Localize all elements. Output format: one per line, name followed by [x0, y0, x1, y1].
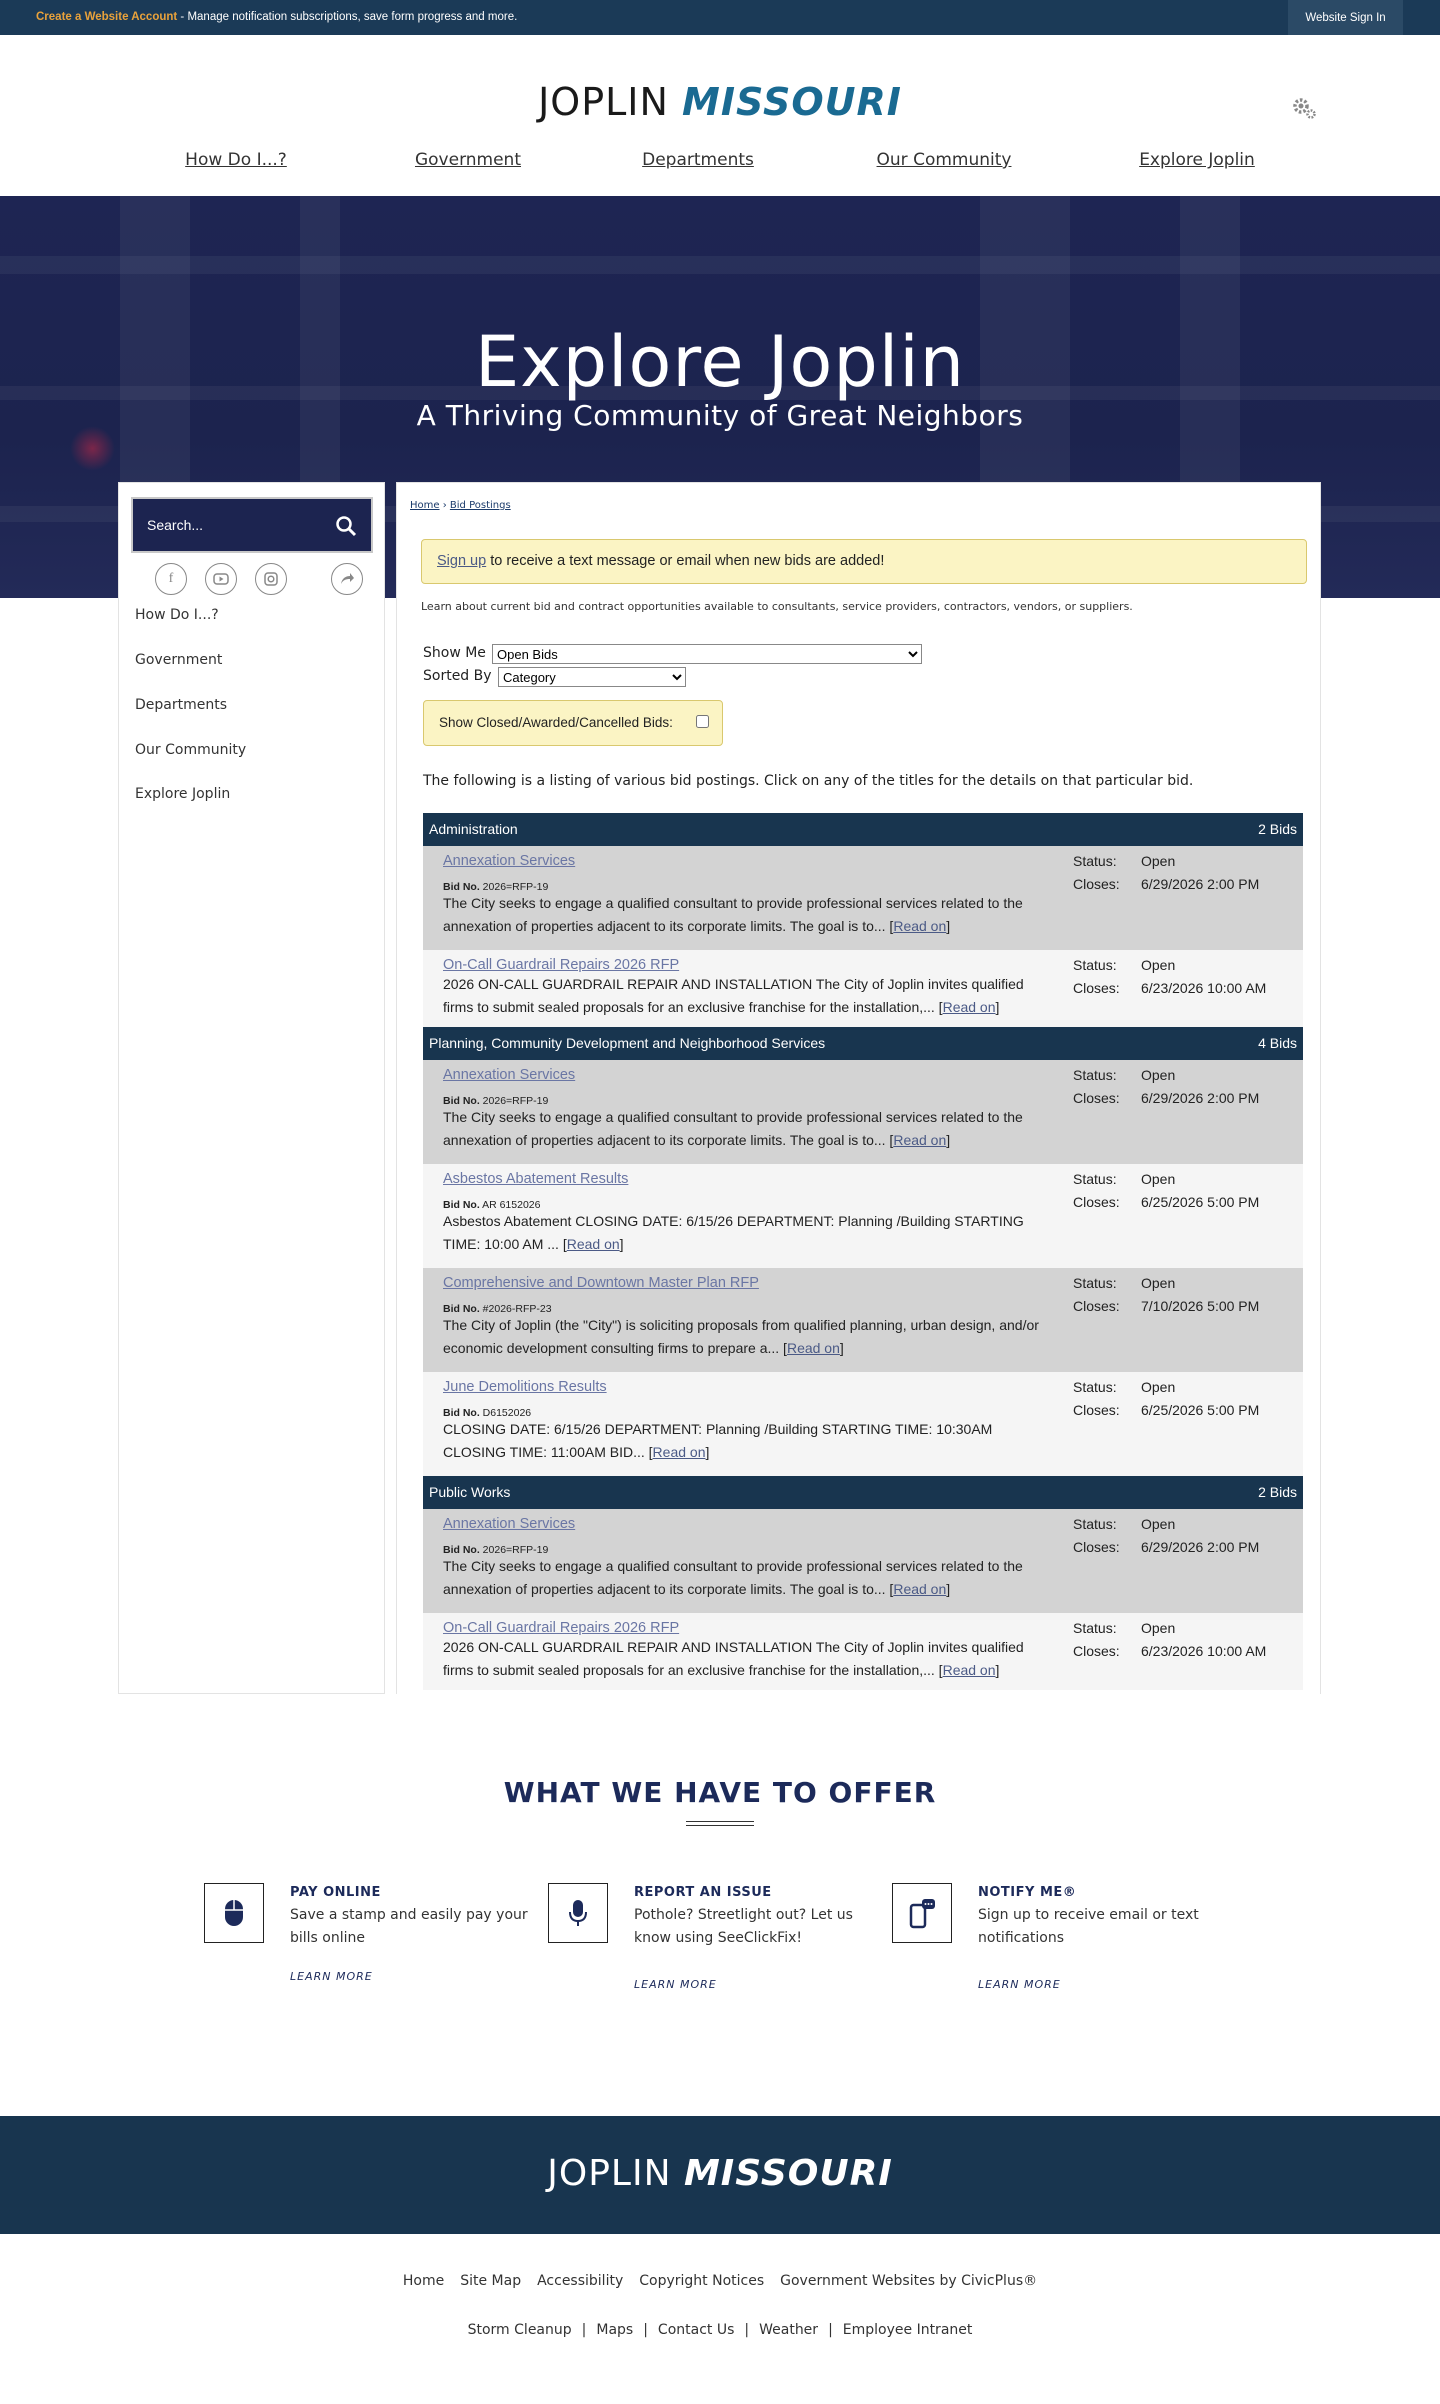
report-issue-learn-more[interactable]: LEARN MORE	[634, 1978, 717, 1991]
mouse-glyph	[222, 1898, 246, 1928]
bid-row	[423, 1268, 1303, 1372]
bid-description	[443, 1636, 1063, 1682]
status-value: Open	[1141, 957, 1176, 973]
bid-description-line1: The City seeks to engage a qualified consultant to provide professional services related to the	[443, 895, 1023, 911]
bid-row	[423, 1509, 1303, 1613]
bid-row	[423, 1164, 1303, 1268]
sidebar	[118, 482, 385, 1694]
read-on-link[interactable]: Read on	[786, 1340, 840, 1356]
bid-title-link[interactable]: Asbestos Abatement Results	[443, 1171, 629, 1187]
sign-in-button[interactable]: Website Sign In	[1288, 0, 1403, 35]
bid-number-value: 2026=RFP-19	[482, 881, 549, 893]
sorted-by-label: Sorted By	[423, 668, 492, 684]
status-label: Status:	[1073, 1275, 1117, 1291]
hero-subtitle: A Thriving Community of Great Neighbors	[416, 399, 1024, 432]
status-value: Open	[1141, 1067, 1176, 1083]
bid-description-line2-text: CLOSING TIME: 11:00AM BID... [	[443, 1444, 653, 1460]
site-logo[interactable]	[0, 80, 1440, 124]
bid-description	[443, 1314, 1063, 1360]
offer-divider	[686, 1821, 754, 1826]
bid-number-label: Bid No.	[443, 1544, 480, 1556]
show-me-select[interactable]	[492, 644, 922, 664]
status-label: Status:	[1073, 1171, 1117, 1187]
bid-title-link[interactable]: Annexation Services	[443, 1516, 576, 1532]
status-label: Status:	[1073, 957, 1117, 973]
top-bar	[0, 0, 1440, 35]
read-on-link[interactable]: Read on	[652, 1444, 706, 1460]
bid-number-label: Bid No.	[443, 881, 480, 893]
search-icon[interactable]	[335, 515, 357, 537]
pay-online-title: PAY ONLINE	[290, 1885, 381, 1900]
bid-description-line1: Asbestos Abatement CLOSING DATE: 6/15/26 DEPARTMENT: Planning /Building STARTING	[443, 1213, 1024, 1229]
bid-description-line2: TIME: 10:00 AM ... [Read on]	[443, 1236, 624, 1252]
footer-links-secondary	[0, 2322, 1440, 2338]
account-message	[36, 11, 517, 23]
notify-me-title: NOTIFY ME®	[978, 1885, 1077, 1900]
bid-description-line2-text: annexation of properties adjacent to its corporate limits. The goal is to... [	[443, 918, 894, 934]
share-glyph	[339, 572, 355, 586]
closes-value: 6/29/2026 2:00 PM	[1141, 1090, 1260, 1106]
bid-description	[443, 1418, 1063, 1464]
gear-icon[interactable]	[1290, 95, 1318, 123]
show-me-label: Show Me	[423, 645, 486, 661]
bid-number-value: 2026=RFP-19	[482, 1095, 549, 1107]
category-name: Administration	[429, 821, 518, 837]
bid-description	[443, 973, 1063, 1019]
bid-description-line2: annexation of properties adjacent to its corporate limits. The goal is to... [Read on]	[443, 918, 951, 934]
bid-description-line2-text: TIME: 10:00 AM ... [	[443, 1236, 567, 1252]
read-on-link[interactable]: Read on	[893, 1132, 947, 1148]
closes-value: 6/23/2026 10:00 AM	[1141, 980, 1267, 996]
breadcrumb-separator: ›	[442, 500, 447, 511]
main-nav	[0, 150, 1440, 180]
footer-separator: |	[744, 2322, 750, 2338]
sidebar-item-government[interactable]: Government	[135, 652, 223, 668]
closes-value: 6/29/2026 2:00 PM	[1141, 1539, 1260, 1555]
closes-label: Closes:	[1073, 1539, 1120, 1555]
footer-link[interactable]: Weather	[759, 2322, 819, 2338]
logo-joplin: JOPLIN	[538, 80, 669, 124]
footer-logo[interactable]	[0, 2153, 1440, 2194]
footer-separator: |	[581, 2322, 587, 2338]
search-box	[131, 497, 373, 553]
status-value: Open	[1141, 1275, 1176, 1291]
footer-separator: |	[643, 2322, 648, 2338]
create-account-link[interactable]: Create a Website Account	[36, 11, 178, 23]
closes-value: 6/23/2026 10:00 AM	[1141, 1643, 1267, 1659]
bid-row	[423, 846, 1303, 950]
microphone-icon[interactable]	[548, 1883, 608, 1943]
bid-number-value: 2026=RFP-19	[482, 1544, 549, 1556]
footer-link[interactable]: Storm Cleanup	[467, 2322, 572, 2338]
footer-link[interactable]: Maps	[596, 2322, 634, 2338]
status-value: Open	[1141, 853, 1176, 869]
status-value: Open	[1141, 1516, 1176, 1532]
footer-link[interactable]: Accessibility	[537, 2273, 624, 2289]
facebook-icon[interactable]	[155, 563, 187, 595]
footer-logo-joplin: JOPLIN	[547, 2153, 672, 2194]
closes-label: Closes:	[1073, 1643, 1120, 1659]
footer-link[interactable]: Home	[402, 2273, 445, 2289]
share-icon[interactable]	[331, 563, 363, 595]
status-label: Status:	[1073, 1620, 1117, 1636]
hero-title: Explore Joplin	[474, 321, 966, 403]
closes-value: 6/25/2026 5:00 PM	[1141, 1194, 1260, 1210]
bid-description-line2: annexation of properties adjacent to its corporate limits. The goal is to... [Read on]	[443, 1581, 951, 1597]
bid-number-label: Bid No.	[443, 1407, 480, 1419]
category-count: 2 Bids	[1258, 821, 1297, 837]
listing-text: The following is a listing of various bid postings. Click on any of the titles for the details on that particular bid.	[423, 773, 1194, 789]
bid-description-line2-text: firms to submit sealed proposals for an exclusive franchise for the installation,... [	[443, 999, 943, 1015]
category-name: Public Works	[429, 1484, 511, 1500]
bid-number-value: #2026-RFP-23	[482, 1303, 552, 1315]
bid-description-line1: The City of Joplin (the "City") is soliciting proposals from qualified planning, urban design, and/or	[443, 1317, 1039, 1333]
show-closed-box	[423, 700, 723, 746]
sidebar-item-departments[interactable]: Departments	[135, 697, 228, 713]
bid-number-label: Bid No.	[443, 1199, 480, 1211]
sidebar-item-how-do-i[interactable]: How Do I...?	[135, 607, 219, 623]
bid-title-link[interactable]: Annexation Services	[443, 1067, 576, 1083]
signup-alert-text: to receive a text message or email when new bids are added!	[486, 553, 885, 569]
status-value: Open	[1141, 1379, 1176, 1395]
bid-title-link[interactable]: Annexation Services	[443, 853, 576, 869]
read-on-link[interactable]: Read on	[893, 1581, 947, 1597]
report-issue-title: REPORT AN ISSUE	[634, 1885, 772, 1900]
bid-description-line1: 2026 ON-CALL GUARDRAIL REPAIR AND INSTALLATION The City of Joplin invites qualified	[443, 976, 1024, 992]
bid-description	[443, 1106, 1063, 1152]
bid-number-label: Bid No.	[443, 1303, 480, 1315]
instagram-icon[interactable]	[255, 563, 287, 595]
category-count: 4 Bids	[1258, 1035, 1297, 1051]
bid-description-line2-text: firms to submit sealed proposals for an exclusive franchise for the installation,... [	[443, 1662, 943, 1678]
nav-how-do-i[interactable]: How Do I...?	[185, 150, 287, 170]
signup-link[interactable]: Sign up	[437, 553, 487, 569]
nav-government[interactable]: Government	[414, 150, 522, 170]
bid-description	[443, 1555, 1063, 1601]
phone-message-glyph	[907, 1897, 937, 1929]
read-on-link[interactable]: Read on	[942, 999, 996, 1015]
bid-row	[423, 950, 1303, 1027]
pay-online-learn-more[interactable]: LEARN MORE	[290, 1970, 373, 1983]
sidebar-item-our-community[interactable]: Our Community	[135, 742, 247, 758]
show-closed-checkbox[interactable]	[696, 715, 709, 728]
bid-number-label: Bid No.	[443, 1095, 480, 1107]
status-value: Open	[1141, 1620, 1176, 1636]
status-label: Status:	[1073, 853, 1117, 869]
bid-number-value: D6152026	[482, 1407, 532, 1419]
breadcrumb	[410, 500, 511, 511]
phone-message-icon[interactable]	[892, 1883, 952, 1943]
bid-description-line2-text: economic development consulting firms to prepare a... [	[443, 1340, 787, 1356]
read-on-link[interactable]: Read on	[566, 1236, 620, 1252]
breadcrumb-current[interactable]: Bid Postings	[449, 500, 511, 511]
bid-table	[423, 813, 1303, 1690]
closes-label: Closes:	[1073, 1298, 1120, 1314]
nav-our-community[interactable]: Our Community	[876, 150, 1012, 170]
footer-band	[0, 2116, 1440, 2234]
bid-description	[443, 1210, 1063, 1256]
site-header	[0, 35, 1440, 196]
footer-link[interactable]: Employee Intranet	[842, 2322, 973, 2338]
account-message-text: - Manage notification subscriptions, save form progress and more.	[177, 11, 518, 23]
category-header	[423, 1476, 1303, 1509]
notify-me-learn-more[interactable]: LEARN MORE	[978, 1978, 1061, 1991]
closes-label: Closes:	[1073, 876, 1120, 892]
bid-title-link[interactable]: Comprehensive and Downtown Master Plan RFP	[443, 1275, 759, 1291]
offer-heading: WHAT WE HAVE TO OFFER	[503, 1776, 937, 1809]
bid-description	[443, 892, 1063, 938]
bid-description-line1: 2026 ON-CALL GUARDRAIL REPAIR AND INSTALLATION The City of Joplin invites qualified	[443, 1639, 1024, 1655]
bid-number-value: AR 6152026	[482, 1199, 541, 1211]
mouse-icon[interactable]	[204, 1883, 264, 1943]
intro-text: Learn about current bid and contract opportunities available to consultants, service providers, contractors, vendors, or suppliers.	[421, 600, 1133, 613]
facebook-glyph: f	[168, 571, 174, 586]
footer-logo-missouri: MISSOURI	[683, 2153, 893, 2194]
nav-departments[interactable]: Departments	[642, 150, 754, 170]
bid-description-line2: economic development consulting firms to prepare a... [Read on]	[443, 1340, 844, 1356]
footer-separator: |	[828, 2322, 833, 2338]
hero-light	[70, 426, 115, 471]
category-header	[423, 813, 1303, 846]
bid-row	[423, 1372, 1303, 1476]
bid-description-line2: firms to submit sealed proposals for an exclusive franchise for the installation,... [Read on]	[443, 1662, 1000, 1678]
logo-missouri: MISSOURI	[682, 80, 902, 124]
youtube-glyph	[213, 573, 229, 585]
notify-me-desc: Sign up to receive email or text notifications	[978, 1907, 1199, 1946]
youtube-icon[interactable]	[205, 563, 237, 595]
breadcrumb-home[interactable]: Home	[410, 500, 440, 511]
category-name: Planning, Community Development and Neighborhood Services	[429, 1035, 826, 1051]
closes-label: Closes:	[1073, 980, 1120, 996]
sidebar-item-explore-joplin[interactable]: Explore Joplin	[135, 786, 231, 802]
closes-value: 6/29/2026 2:00 PM	[1141, 876, 1260, 892]
bid-title-link[interactable]: On-Call Guardrail Repairs 2026 RFP	[443, 1620, 680, 1636]
report-issue-desc: Pothole? Streetlight out? Let us know using SeeClickFix!	[634, 1907, 853, 1946]
instagram-glyph	[264, 572, 278, 586]
bid-description-line2: annexation of properties adjacent to its corporate limits. The goal is to... [Read on]	[443, 1132, 951, 1148]
search-input[interactable]	[147, 513, 317, 537]
footer-link[interactable]: Government Websites by CivicPlus®	[780, 2273, 1038, 2289]
closes-label: Closes:	[1073, 1194, 1120, 1210]
read-on-link[interactable]: Read on	[942, 1662, 996, 1678]
show-closed-label: Show Closed/Awarded/Cancelled Bids:	[439, 715, 673, 730]
bid-description-line2-text: annexation of properties adjacent to its corporate limits. The goal is to... [	[443, 1581, 894, 1597]
signup-alert	[421, 539, 1307, 584]
status-label: Status:	[1073, 1516, 1117, 1532]
nav-explore-joplin[interactable]: Explore Joplin	[1139, 150, 1255, 170]
bid-title-link[interactable]: June Demolitions Results	[443, 1379, 607, 1395]
bid-description-line2: firms to submit sealed proposals for an exclusive franchise for the installation,... [Read on]	[443, 999, 1000, 1015]
bid-title-link[interactable]: On-Call Guardrail Repairs 2026 RFP	[443, 957, 680, 973]
bid-description-line1: The City seeks to engage a qualified consultant to provide professional services related to the	[443, 1558, 1023, 1574]
footer-link[interactable]: Copyright Notices	[639, 2273, 765, 2289]
microphone-glyph	[566, 1898, 590, 1928]
sorted-by-select[interactable]	[498, 667, 686, 687]
bid-description-line1: The City seeks to engage a qualified consultant to provide professional services related to the	[443, 1109, 1023, 1125]
bid-description-line1: CLOSING DATE: 6/15/26 DEPARTMENT: Planning /Building STARTING TIME: 10:30AM	[443, 1421, 993, 1437]
bid-row	[423, 1060, 1303, 1164]
closes-label: Closes:	[1073, 1402, 1120, 1418]
category-header	[423, 1027, 1303, 1060]
footer-link[interactable]: Contact Us	[657, 2322, 735, 2338]
closes-value: 7/10/2026 5:00 PM	[1141, 1298, 1260, 1314]
closes-label: Closes:	[1073, 1090, 1120, 1106]
content-panel	[396, 482, 1321, 1694]
bid-description-line2: CLOSING TIME: 11:00AM BID... [Read on]	[443, 1444, 710, 1460]
status-value: Open	[1141, 1171, 1176, 1187]
status-label: Status:	[1073, 1067, 1117, 1083]
read-on-link[interactable]: Read on	[893, 918, 947, 934]
status-label: Status:	[1073, 1379, 1117, 1395]
footer-link[interactable]: Site Map	[460, 2273, 522, 2289]
pay-online-desc: Save a stamp and easily pay your bills online	[290, 1907, 528, 1946]
footer-links-primary	[0, 2273, 1440, 2289]
bid-row	[423, 1613, 1303, 1690]
category-count: 2 Bids	[1258, 1484, 1297, 1500]
bid-description-line2-text: annexation of properties adjacent to its corporate limits. The goal is to... [	[443, 1132, 894, 1148]
closes-value: 6/25/2026 5:00 PM	[1141, 1402, 1260, 1418]
